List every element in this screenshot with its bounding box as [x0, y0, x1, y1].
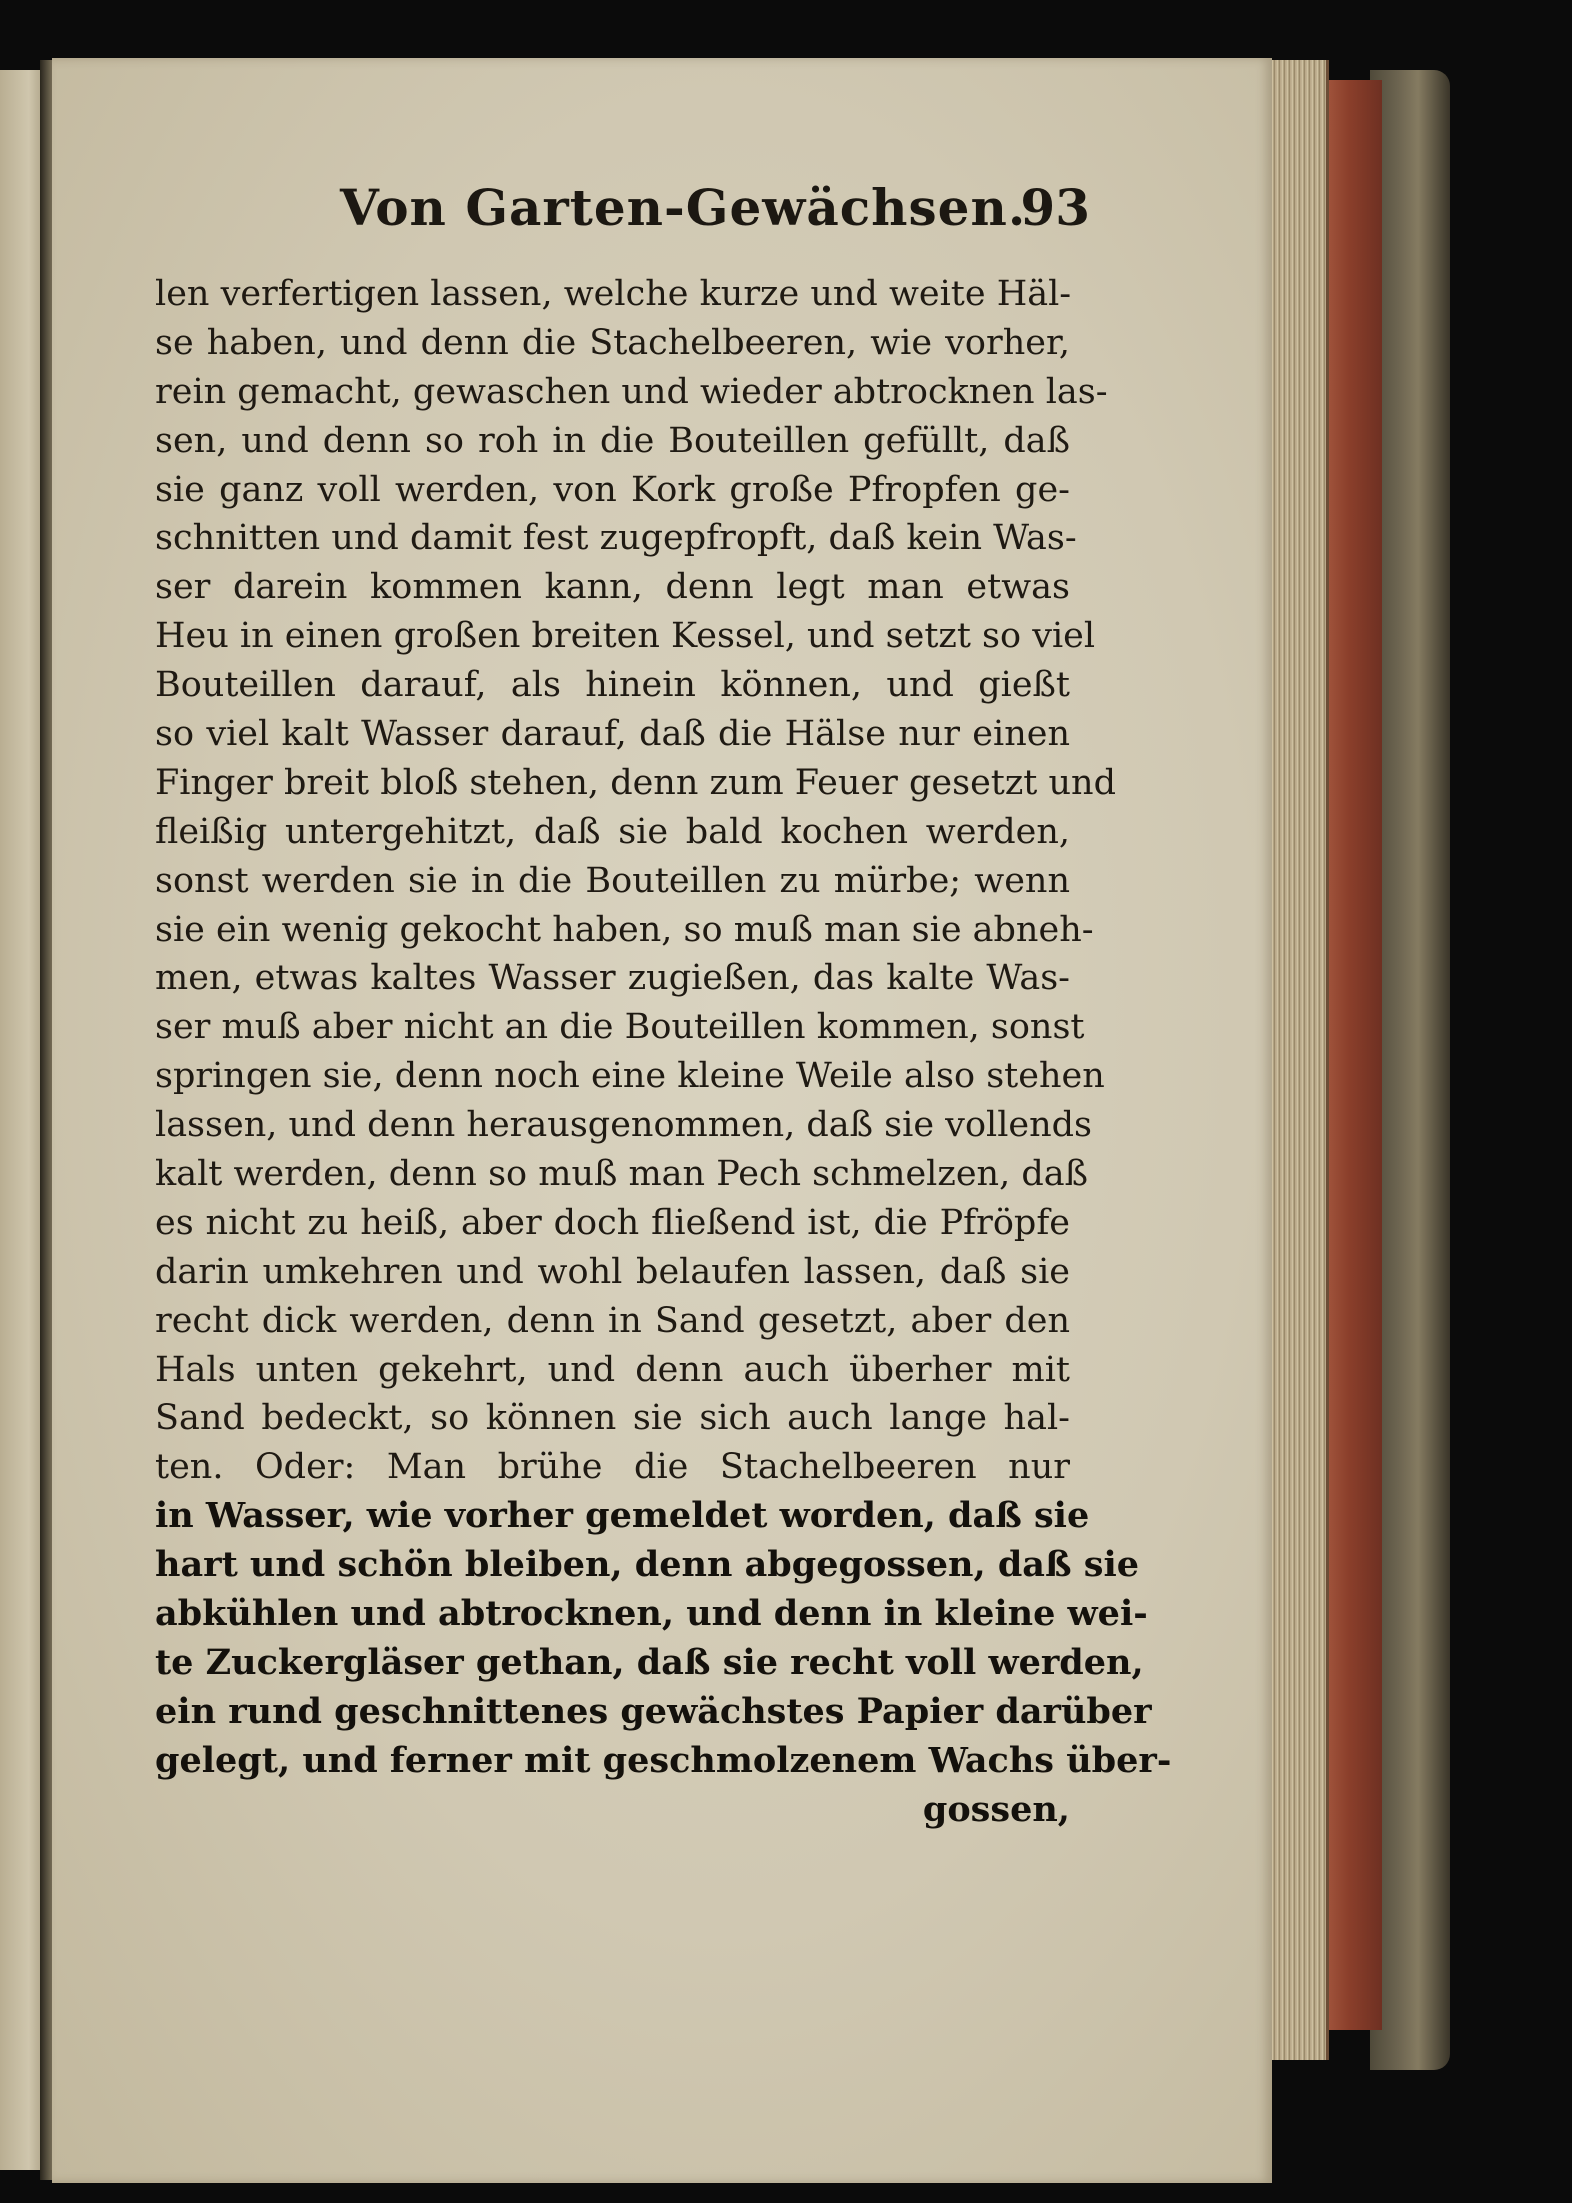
text-line: men, etwas kaltes Wasser zugießen, das kalte Was- [155, 958, 1070, 999]
text-line: springen sie, denn noch eine kleine Weile also stehen [155, 1056, 1105, 1097]
body-text [155, 270, 1172, 1835]
text-line: Heu in einen großen breiten Kessel, und setzt so viel [155, 616, 1096, 657]
text-line: fleißig untergehitzt, daß sie bald kochen werden, [155, 811, 1070, 852]
text-line: ten. Oder: Man brühe die Stachelbeeren nur [155, 1447, 1070, 1488]
text-line: Bouteillen darauf, als hinein können, und gießt [155, 665, 1070, 706]
running-head: Von Garten-Gewächsen. [340, 178, 1027, 237]
text-line: darin umkehren und wohl belaufen lassen, daß sie [155, 1251, 1070, 1292]
page-stack-edges [1266, 60, 1329, 2060]
text-line: gelegt, und ferner mit geschmolzenem Wachs über- [155, 1739, 1172, 1781]
page-header [150, 178, 1090, 268]
text-line: so viel kalt Wasser darauf, daß die Hälse nur einen [155, 714, 1070, 755]
text-line: schnitten und damit fest zugepfropft, daß kein Was- [155, 518, 1077, 559]
text-line: Hals unten gekehrt, und denn auch überher mit [155, 1349, 1070, 1390]
text-line: ein rund geschnittenes gewächstes Papier darüber [155, 1690, 1152, 1732]
catchword: gossen, [922, 1788, 1070, 1830]
text-line: ser muß aber nicht an die Bouteillen kommen, sonst [155, 1007, 1085, 1048]
text-line: ser darein kommen kann, denn legt man etwas [155, 567, 1070, 608]
text-line: hart und schön bleiben, denn abgegossen, daß sie [155, 1544, 1140, 1586]
page-number: 93 [1020, 178, 1090, 237]
text-line: sie ein wenig gekocht haben, so muß man sie abneh- [155, 909, 1094, 950]
text-line: len verfertigen lassen, welche kurze und weite Häl- [155, 274, 1072, 314]
text-line: es nicht zu heiß, aber doch fließend ist, die Pfröpfe [155, 1202, 1070, 1243]
text-line: kalt werden, denn so muß man Pech schmelzen, daß [155, 1154, 1088, 1195]
text-line: sen, und denn so roh in die Bouteillen gefüllt, daß [155, 420, 1070, 461]
book-cover-edge [1370, 70, 1450, 2070]
text-line: sonst werden sie in die Bouteillen zu mürbe; wenn [155, 860, 1070, 901]
text-line: recht dick werden, denn in Sand gesetzt, aber den [155, 1300, 1070, 1341]
text-line: Sand bedeckt, so können sie sich auch lange hal- [155, 1398, 1070, 1439]
text-line: in Wasser, wie vorher gemeldet worden, daß sie [155, 1495, 1090, 1537]
text-line: sie ganz voll werden, von Kork große Pfropfen ge- [155, 469, 1070, 510]
text-line: Finger breit bloß stehen, denn zum Feuer gesetzt und [155, 762, 1116, 803]
text-line: se haben, und denn die Stachelbeeren, wie vorher, [155, 322, 1070, 363]
text-line: abkühlen und abtrocknen, und denn in kleine wei- [155, 1593, 1148, 1635]
text-line: lassen, und denn herausgenommen, daß sie vollends [155, 1105, 1093, 1146]
text-line: rein gemacht, gewaschen und wieder abtrocknen las- [155, 371, 1108, 412]
red-page-edges [1326, 80, 1382, 2030]
text-line: te Zuckergläser gethan, daß sie recht voll werden, [155, 1641, 1144, 1683]
